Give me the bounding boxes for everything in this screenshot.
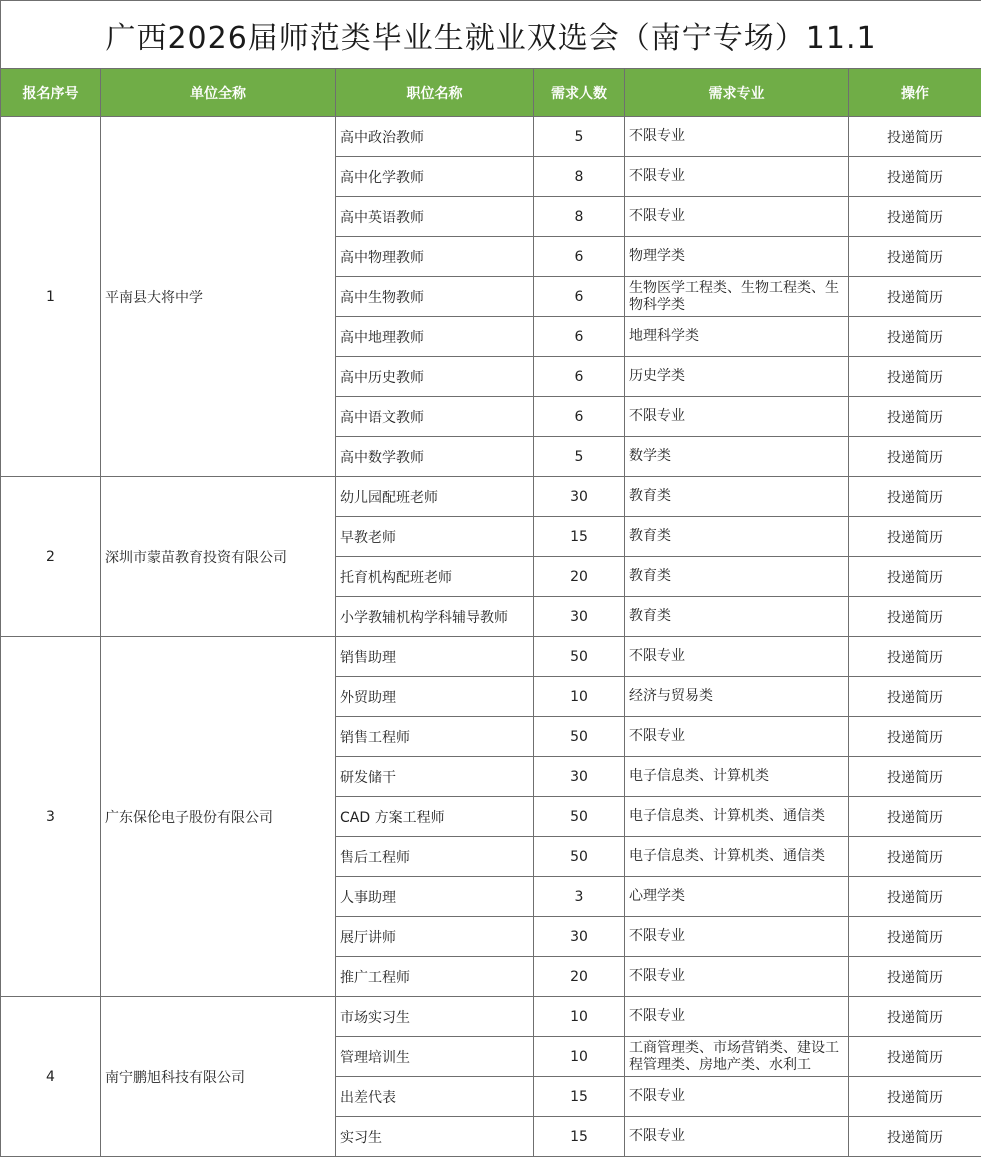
- headcount-cell: 6: [534, 317, 625, 357]
- table-header-row: [1, 69, 981, 117]
- page-title: 广西2026届师范类毕业生就业双选会（南宁专场）11.1: [1, 1, 981, 69]
- signup-number-cell: 1: [1, 117, 101, 477]
- major-cell: 教育类: [625, 597, 849, 637]
- major-cell: 不限专业: [625, 957, 849, 997]
- position-cell: 售后工程师: [336, 837, 534, 877]
- position-cell: 高中语文教师: [336, 397, 534, 437]
- submit-resume-button[interactable]: 投递简历: [849, 277, 981, 317]
- headcount-cell: 30: [534, 477, 625, 517]
- major-cell: 不限专业: [625, 997, 849, 1037]
- table-row: [1, 637, 981, 677]
- position-cell: 高中数学教师: [336, 437, 534, 477]
- position-cell: 展厅讲师: [336, 917, 534, 957]
- major-cell: 不限专业: [625, 157, 849, 197]
- position-cell: 高中化学教师: [336, 157, 534, 197]
- submit-resume-button[interactable]: 投递简历: [849, 837, 981, 877]
- major-cell: 电子信息类、计算机类、通信类: [625, 797, 849, 837]
- company-name-cell: 南宁鹏旭科技有限公司: [101, 997, 336, 1157]
- headcount-cell: 10: [534, 997, 625, 1037]
- major-cell: 历史学类: [625, 357, 849, 397]
- headcount-cell: 15: [534, 517, 625, 557]
- position-cell: 高中地理教师: [336, 317, 534, 357]
- headcount-cell: 30: [534, 757, 625, 797]
- position-cell: 高中历史教师: [336, 357, 534, 397]
- header-count: 需求人数: [534, 69, 625, 117]
- major-cell: 经济与贸易类: [625, 677, 849, 717]
- major-cell: 数学类: [625, 437, 849, 477]
- submit-resume-button[interactable]: 投递简历: [849, 557, 981, 597]
- submit-resume-button[interactable]: 投递简历: [849, 477, 981, 517]
- major-cell: 不限专业: [625, 917, 849, 957]
- position-cell: 小学教辅机构学科辅导教师: [336, 597, 534, 637]
- headcount-cell: 8: [534, 197, 625, 237]
- header-signup-no: 报名序号: [1, 69, 101, 117]
- table-body: [1, 117, 981, 1157]
- position-cell: 人事助理: [336, 877, 534, 917]
- position-cell: 外贸助理: [336, 677, 534, 717]
- headcount-cell: 5: [534, 437, 625, 477]
- company-name-cell: 平南县大将中学: [101, 117, 336, 477]
- submit-resume-button[interactable]: 投递简历: [849, 877, 981, 917]
- major-cell: 不限专业: [625, 117, 849, 157]
- headcount-cell: 20: [534, 957, 625, 997]
- headcount-cell: 30: [534, 597, 625, 637]
- major-cell: 电子信息类、计算机类: [625, 757, 849, 797]
- table-row: [1, 117, 981, 157]
- headcount-cell: 50: [534, 717, 625, 757]
- submit-resume-button[interactable]: 投递简历: [849, 957, 981, 997]
- submit-resume-button[interactable]: 投递简历: [849, 1117, 981, 1157]
- major-cell: 教育类: [625, 477, 849, 517]
- major-cell: 不限专业: [625, 717, 849, 757]
- position-cell: 高中英语教师: [336, 197, 534, 237]
- header-company: 单位全称: [101, 69, 336, 117]
- headcount-cell: 5: [534, 117, 625, 157]
- submit-resume-button[interactable]: 投递简历: [849, 237, 981, 277]
- major-cell: 物理学类: [625, 237, 849, 277]
- submit-resume-button[interactable]: 投递简历: [849, 157, 981, 197]
- major-cell: 心理学类: [625, 877, 849, 917]
- header-action: 操作: [849, 69, 981, 117]
- headcount-cell: 30: [534, 917, 625, 957]
- position-cell: 销售工程师: [336, 717, 534, 757]
- position-cell: 早教老师: [336, 517, 534, 557]
- headcount-cell: 10: [534, 677, 625, 717]
- table-row: [1, 997, 981, 1037]
- submit-resume-button[interactable]: 投递简历: [849, 797, 981, 837]
- major-cell: 不限专业: [625, 1077, 849, 1117]
- submit-resume-button[interactable]: 投递简历: [849, 997, 981, 1037]
- headcount-cell: 10: [534, 1037, 625, 1077]
- submit-resume-button[interactable]: 投递简历: [849, 197, 981, 237]
- submit-resume-button[interactable]: 投递简历: [849, 757, 981, 797]
- major-cell: 教育类: [625, 557, 849, 597]
- submit-resume-button[interactable]: 投递简历: [849, 397, 981, 437]
- submit-resume-button[interactable]: 投递简历: [849, 637, 981, 677]
- position-cell: 高中政治教师: [336, 117, 534, 157]
- headcount-cell: 50: [534, 797, 625, 837]
- headcount-cell: 20: [534, 557, 625, 597]
- headcount-cell: 6: [534, 237, 625, 277]
- headcount-cell: 8: [534, 157, 625, 197]
- major-cell: 生物医学工程类、生物工程类、生物科学类: [625, 277, 849, 317]
- position-cell: CAD 方案工程师: [336, 797, 534, 837]
- position-cell: 销售助理: [336, 637, 534, 677]
- header-position: 职位名称: [336, 69, 534, 117]
- major-cell: 不限专业: [625, 1117, 849, 1157]
- headcount-cell: 15: [534, 1117, 625, 1157]
- submit-resume-button[interactable]: 投递简历: [849, 117, 981, 157]
- headcount-cell: 6: [534, 397, 625, 437]
- signup-number-cell: 3: [1, 637, 101, 997]
- position-cell: 实习生: [336, 1117, 534, 1157]
- major-cell: 工商管理类、市场营销类、建设工程管理类、房地产类、水利工: [625, 1037, 849, 1077]
- company-name-cell: 深圳市蒙苗教育投资有限公司: [101, 477, 336, 637]
- submit-resume-button[interactable]: 投递简历: [849, 317, 981, 357]
- headcount-cell: 15: [534, 1077, 625, 1117]
- submit-resume-button[interactable]: 投递简历: [849, 677, 981, 717]
- position-cell: 推广工程师: [336, 957, 534, 997]
- major-cell: 不限专业: [625, 397, 849, 437]
- position-cell: 托育机构配班老师: [336, 557, 534, 597]
- company-name-cell: 广东保伦电子股份有限公司: [101, 637, 336, 997]
- headcount-cell: 50: [534, 837, 625, 877]
- position-cell: 市场实习生: [336, 997, 534, 1037]
- submit-resume-button[interactable]: 投递简历: [849, 597, 981, 637]
- position-cell: 幼儿园配班老师: [336, 477, 534, 517]
- headcount-cell: 50: [534, 637, 625, 677]
- position-cell: 研发储干: [336, 757, 534, 797]
- headcount-cell: 6: [534, 357, 625, 397]
- submit-resume-button[interactable]: 投递简历: [849, 357, 981, 397]
- submit-resume-button[interactable]: 投递简历: [849, 437, 981, 477]
- major-cell: 不限专业: [625, 637, 849, 677]
- submit-resume-button[interactable]: 投递简历: [849, 1037, 981, 1077]
- position-cell: 出差代表: [336, 1077, 534, 1117]
- position-cell: 管理培训生: [336, 1037, 534, 1077]
- submit-resume-button[interactable]: 投递简历: [849, 717, 981, 757]
- submit-resume-button[interactable]: 投递简历: [849, 517, 981, 557]
- headcount-cell: 6: [534, 277, 625, 317]
- submit-resume-button[interactable]: 投递简历: [849, 917, 981, 957]
- major-cell: 不限专业: [625, 197, 849, 237]
- major-cell: 地理科学类: [625, 317, 849, 357]
- major-cell: 教育类: [625, 517, 849, 557]
- submit-resume-button[interactable]: 投递简历: [849, 1077, 981, 1117]
- major-cell: 电子信息类、计算机类、通信类: [625, 837, 849, 877]
- position-cell: 高中物理教师: [336, 237, 534, 277]
- position-cell: 高中生物教师: [336, 277, 534, 317]
- headcount-cell: 3: [534, 877, 625, 917]
- signup-number-cell: 4: [1, 997, 101, 1157]
- signup-number-cell: 2: [1, 477, 101, 637]
- table-row: [1, 477, 981, 517]
- header-major: 需求专业: [625, 69, 849, 117]
